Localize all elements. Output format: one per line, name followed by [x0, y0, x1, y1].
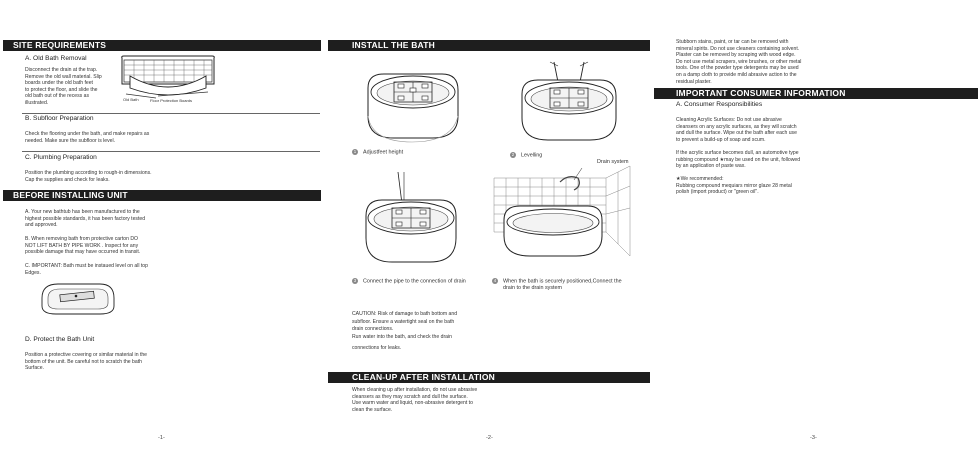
page-number: -3- [810, 435, 817, 441]
stain-removal-text: Stubborn stains, paint, or tar can be removed with mineral spirits. Do not use cleaners containing solvent. Plaster can be removed by scraping with wood edge. Do not use metal scrapers, wire brushes, or other metal tools. One of the powder type detergents may be used on a damp cloth to provide mild abrasive action to the residual plaster. [676, 39, 802, 85]
step2-caption-text: Levelling [521, 152, 543, 159]
consumer-responsibilities-heading: A. Consumer Responsibilities [676, 101, 763, 108]
step4-caption [492, 278, 652, 292]
subfloor-heading: B. Subfloor Preparation [25, 115, 94, 122]
step-number-badge: 4 [493, 278, 497, 283]
step4-caption-text: When the bath is securely positioned,Connect the [503, 278, 622, 285]
consumer-info-header: IMPORTANT CONSUMER INFORMATION [654, 88, 978, 99]
step-number-badge: 3 [353, 278, 357, 283]
page-number: -2- [486, 435, 493, 441]
level-check-illustration [38, 278, 118, 318]
divider [22, 151, 320, 152]
before-b-text: B. When removing bath from protective carton DO NOT LIFT BATH BY PIPE WORK . Inspect for any possible damage that may have occurred in transit. [25, 236, 141, 256]
bath-step1-illustration [362, 58, 462, 148]
caution-text: CAUTION: Risk of damage to bath bottom and subfloor. Ensure a watertight seal on the bath drain connections. Run water into the bath, and check the drain connections for leaks. [352, 311, 458, 352]
step4-caption-text-2: drain to the drain system [503, 285, 563, 292]
step2-caption [510, 152, 542, 159]
recommendation-text: ★We recommended: Rubbing compound mequiars mirror glaze 28 metal polish (import product) or "green oil". [676, 176, 792, 196]
subfloor-text: Check the flooring under the bath, and make repairs as needed. Make sure the subfloor is level. [25, 131, 150, 144]
before-a-text: A. Your new bathtub has been manufactured to the highest possible standards, it has been factory tested and approved. [25, 209, 146, 229]
old-bath-label: Old Bath [123, 97, 139, 102]
old-bath-removal-heading: A. Old Bath Removal [25, 55, 87, 62]
drain-system-label: Drain system [597, 159, 629, 165]
floor-protection-label: Floor Protection Boards [150, 98, 193, 103]
divider [22, 113, 320, 114]
dull-surface-text: If the acrylic surface becomes dull, an automotive type rubbing compound ★may be used on the unit, followed by an application of paste wax. [676, 150, 801, 170]
plumbing-heading: C. Plumbing Preparation [25, 154, 97, 161]
step1-caption [352, 149, 403, 156]
before-installing-header: BEFORE INSTALLING UNIT [3, 190, 321, 201]
step3-caption [352, 278, 466, 285]
step-number-badge: 2 [511, 152, 515, 157]
bath-step3-illustration [358, 170, 462, 270]
step1-caption-text: Adjustfeet height [363, 149, 404, 156]
before-c-text: C. IMPORTANT: Bath must be instaued level on all top Edges. [25, 263, 148, 276]
step3-caption-text: Connect the pipe to the connection of drain [363, 278, 466, 285]
old-bath-removal-text: Disconnect the drain at the trap. Remove the old wall material. Slip boards under the old bath feet to protect the floor, and slide the old bath out of the recess as illustrated. [25, 67, 102, 106]
protect-unit-heading: D. Protect the Bath Unit [25, 336, 95, 343]
cleanup-header: CLEAN-UP AFTER INSTALLATION [328, 372, 650, 383]
bath-step2-illustration [514, 58, 624, 148]
bath-step4-illustration [478, 160, 638, 272]
page-number: -1- [158, 435, 165, 441]
protect-unit-text: Position a protective covering or similar material in the bottom of the unit. Be careful not to scratch the bath Surface. [25, 352, 148, 372]
cleaning-acrylic-text: Cleaning Acrylic Surfaces: Do not use abrasive cleansers on any acrylic surfaces, as they will scratch and dull the surface. Wipe out the bath after each use to prevent a build-up of soap and scum. [676, 117, 797, 143]
site-requirements-header: SITE REQUIREMENTS [3, 40, 321, 51]
plumbing-text: Position the plumbing according to rough-in dimensions. Cap the supplies and check for leaks. [25, 170, 152, 183]
install-bath-header: INSTALL THE BATH [328, 40, 650, 51]
cleanup-text: When cleaning up after installation, do not use abrasive cleansers as they may scratch and dull the surface. Use warm water and liquid, non-abrasive detergent to clean the surface. [352, 387, 478, 413]
step-number-badge: 1 [353, 149, 357, 154]
